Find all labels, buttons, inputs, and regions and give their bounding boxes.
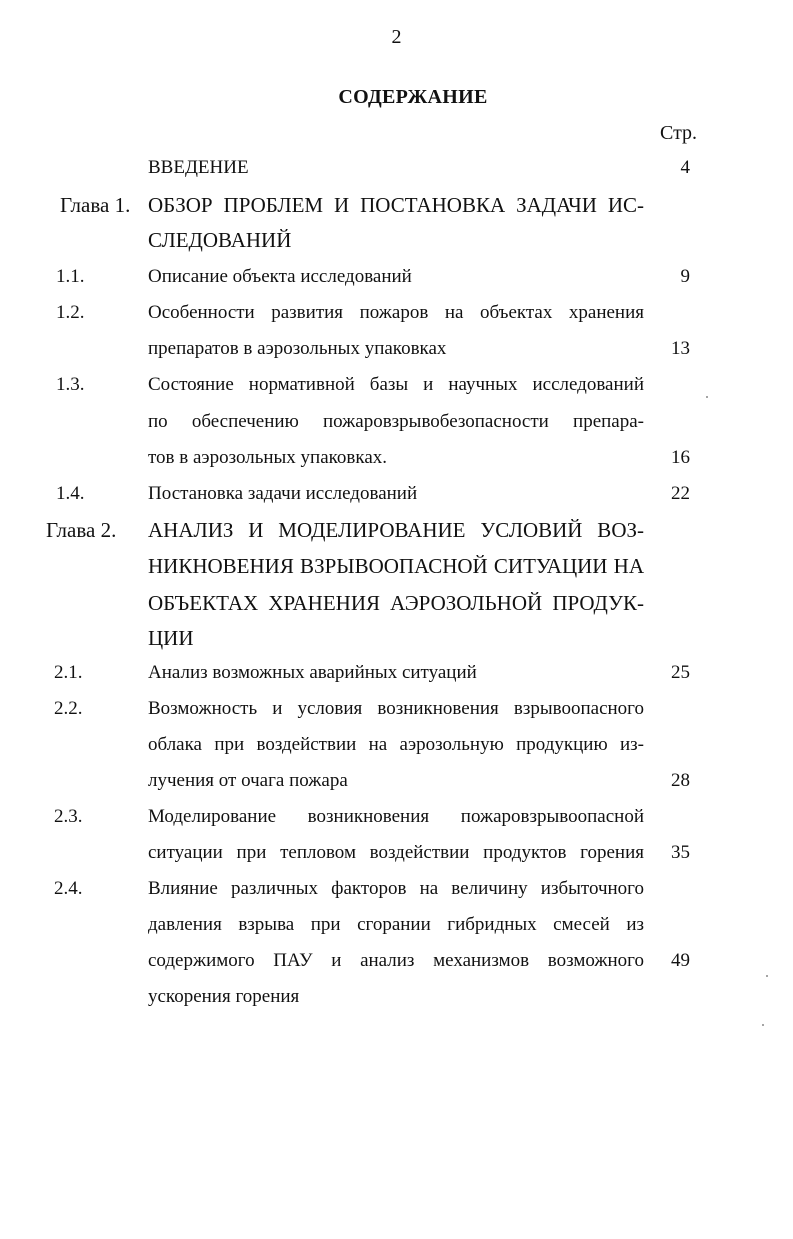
toc-section-1-4: [0, 476, 793, 512]
scan-speck: [762, 1024, 764, 1026]
toc-section-2-3-cont: [0, 835, 793, 871]
scan-speck: [766, 975, 768, 977]
toc-section-1-3-cont: [0, 404, 793, 440]
toc-chapter-1-cont: [0, 222, 793, 258]
toc-section-number: 2.4.: [54, 878, 83, 899]
toc-chapter-number: Глава 2.: [46, 518, 117, 542]
toc-entry-text: давления взрыва при сгорании гибридных смесей из: [148, 914, 644, 935]
toc-entry-text: СЛЕДОВАНИЙ: [148, 228, 292, 252]
page-number: 2: [391, 26, 402, 48]
toc-entry-text: тов в аэрозольных упаковках.: [148, 447, 388, 468]
toc-section-2-2-cont: [0, 763, 793, 799]
toc-chapter-2: [0, 512, 793, 548]
toc-chapter-number: Глава 1.: [60, 193, 131, 217]
toc-section-2-4-cont: [0, 979, 793, 1015]
toc-section-2-3: [0, 799, 793, 835]
page-title: СОДЕРЖАНИЕ: [338, 86, 488, 108]
toc-entry-text: ускорения горения: [148, 986, 300, 1007]
page-column-label: Стр.: [660, 122, 698, 144]
toc-section-1-2: [0, 295, 793, 331]
toc-entry-text: Состояние нормативной базы и научных исследований: [148, 374, 644, 395]
toc-section-2-2: [0, 691, 793, 727]
toc-entry-page: 4: [680, 157, 690, 178]
toc-entry-text: Влияние различных факторов на величину избыточного: [148, 878, 644, 899]
toc-section-number: 1.3.: [56, 374, 85, 395]
toc-section-1-1: [0, 259, 793, 295]
toc-entry-text: Описание объекта исследований: [148, 266, 412, 287]
toc-entry-text: Постановка задачи исследований: [148, 483, 418, 504]
scan-speck: [706, 396, 708, 398]
toc-chapter-2-cont: [0, 548, 793, 584]
toc-entry-text: ситуации при тепловом воздействии продуктов горения: [148, 842, 644, 863]
toc-entry-text: АНАЛИЗ И МОДЕЛИРОВАНИЕ УСЛОВИЙ ВОЗ-: [148, 518, 644, 542]
toc-entry-text: препаратов в аэрозольных упаковках: [148, 338, 447, 359]
toc-section-1-2-cont: [0, 331, 793, 367]
toc-section-2-4-cont: [0, 943, 793, 979]
toc-section-2-2-cont: [0, 727, 793, 763]
toc-chapter-1: [0, 187, 793, 223]
toc-entry-intro: [0, 150, 793, 186]
toc-section-2-4: [0, 871, 793, 907]
toc-entry-text: лучения от очага пожара: [148, 770, 348, 791]
toc-entry-text: НИКНОВЕНИЯ ВЗРЫВООПАСНОЙ СИТУАЦИИ НА: [148, 554, 644, 578]
toc-entry-page: 28: [671, 770, 690, 791]
toc-section-number: 1.4.: [56, 483, 85, 504]
toc-entry-page: 35: [671, 842, 690, 863]
toc-entry-page: 16: [671, 447, 690, 468]
toc-entry-text: облака при воздействии на аэрозольную продукцию из-: [148, 734, 644, 755]
toc-entry-text: Возможность и условия возникновения взрывоопасного: [148, 698, 644, 719]
toc-entry-text: Особенности развития пожаров на объектах хранения: [148, 302, 644, 323]
toc-entry-text: Анализ возможных аварийных ситуаций: [148, 662, 477, 683]
toc-entry-text: Моделирование возникновения пожаровзрывоопасной: [148, 806, 644, 827]
toc-entry-text: ОБЪЕКТАХ ХРАНЕНИЯ АЭРОЗОЛЬНОЙ ПРОДУК-: [148, 591, 644, 615]
toc-entry-text: ЦИИ: [148, 626, 194, 650]
toc-section-number: 2.2.: [54, 698, 83, 719]
toc-chapter-2-cont: [0, 585, 793, 621]
toc-entry-text: ВВЕДЕНИЕ: [148, 157, 249, 178]
toc-section-1-3: [0, 367, 793, 403]
toc-section-number: 2.1.: [54, 662, 83, 683]
toc-entry-page: 25: [671, 662, 690, 683]
toc-entry-page: 9: [680, 266, 690, 287]
toc-section-number: 1.1.: [56, 266, 85, 287]
toc-section-number: 1.2.: [56, 302, 85, 323]
toc-chapter-2-cont: [0, 620, 793, 656]
toc-section-2-4-cont: [0, 907, 793, 943]
toc-section-number: 2.3.: [54, 806, 83, 827]
toc-entry-text: по обеспечению пожаровзрывобезопасности препара-: [148, 411, 644, 432]
toc-entry-text: ОБЗОР ПРОБЛЕМ И ПОСТАНОВКА ЗАДАЧИ ИС-: [148, 193, 644, 217]
toc-section-2-1: [0, 655, 793, 691]
toc-section-1-3-cont: [0, 440, 793, 476]
toc-entry-page: 13: [671, 338, 690, 359]
toc-entry-page: 49: [671, 950, 690, 971]
toc-entry-page: 22: [671, 483, 690, 504]
toc-entry-text: содержимого ПАУ и анализ механизмов возможного: [148, 950, 644, 971]
